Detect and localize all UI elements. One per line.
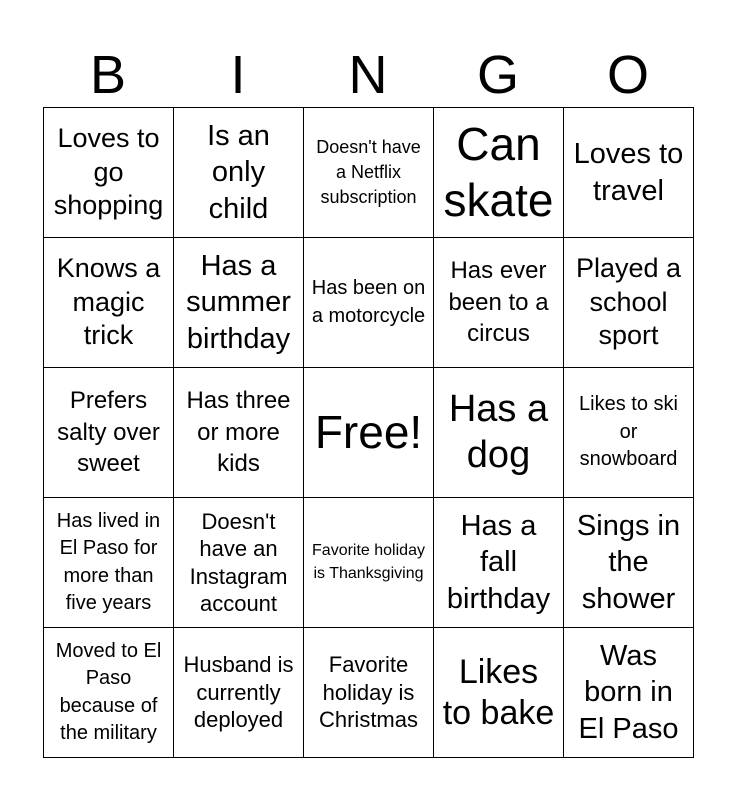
cell-text: Has been on a motorcycle <box>311 277 426 327</box>
bingo-cell-r5c4[interactable] <box>434 628 564 758</box>
cell-text: Was born in El Paso <box>578 640 679 745</box>
bingo-cell-r2c2[interactable] <box>174 238 304 368</box>
cell-text: Likes to bake <box>442 652 555 732</box>
bingo-cell-free[interactable] <box>304 368 434 498</box>
bingo-cell-r2c3[interactable] <box>304 238 434 368</box>
cell-text: Has lived in El Paso for more than five years <box>56 509 161 614</box>
bingo-cell-r5c5[interactable] <box>564 628 694 758</box>
bingo-cell-r3c4[interactable] <box>434 368 564 498</box>
cell-text: Has three or more kids <box>186 386 291 478</box>
header-letter-g: G <box>476 45 519 105</box>
cell-text: Sings in the shower <box>576 510 681 615</box>
cell-text: Free! <box>314 405 423 458</box>
header-letter-o: O <box>606 45 649 105</box>
bingo-cell-r5c2[interactable] <box>174 628 304 758</box>
cell-text: Prefers salty over sweet <box>57 386 160 478</box>
cell-text: Doesn't have an Instagram account <box>189 508 288 616</box>
cell-text: Knows a magic trick <box>56 252 161 351</box>
cell-text: Has ever been to a circus <box>448 256 549 348</box>
cell-text: Has a summer birthday <box>186 250 291 355</box>
bingo-cell-r1c5[interactable] <box>564 108 694 238</box>
cell-text: Is an only child <box>207 120 270 225</box>
bingo-cell-r4c5[interactable] <box>564 498 694 628</box>
bingo-cell-r1c1[interactable] <box>44 108 174 238</box>
bingo-cell-r1c3[interactable] <box>304 108 434 238</box>
cell-text: Favorite holiday is Thanksgiving <box>312 542 425 582</box>
cell-text: Has a dog <box>448 387 549 476</box>
bingo-cell-r1c2[interactable] <box>174 108 304 238</box>
bingo-cell-r3c2[interactable] <box>174 368 304 498</box>
cell-text: Husband is currently deployed <box>183 652 294 733</box>
header-letter-n: N <box>348 45 388 105</box>
bingo-cell-r4c3[interactable] <box>304 498 434 628</box>
header-letter-b: B <box>89 45 127 105</box>
cell-text: Loves to go shopping <box>53 122 164 221</box>
header-letter-i: I <box>230 45 246 105</box>
bingo-cell-r5c1[interactable] <box>44 628 174 758</box>
cell-text: Loves to travel <box>573 138 684 207</box>
cell-text: Likes to ski or snowboard <box>579 393 678 471</box>
bingo-cell-r5c3[interactable] <box>304 628 434 758</box>
bingo-grid <box>43 107 694 758</box>
cell-text: Doesn't have a Netflix subscription <box>316 136 421 208</box>
bingo-cell-r3c1[interactable] <box>44 368 174 498</box>
cell-text: Favorite holiday is Christmas <box>318 652 418 733</box>
cell-text: Moved to El Paso because of the military <box>55 639 162 744</box>
bingo-cell-r4c2[interactable] <box>174 498 304 628</box>
cell-text: Played a school sport <box>575 252 682 351</box>
bingo-cell-r4c4[interactable] <box>434 498 564 628</box>
bingo-cell-r1c4[interactable] <box>434 108 564 238</box>
bingo-cell-r2c5[interactable] <box>564 238 694 368</box>
bingo-cell-r2c4[interactable] <box>434 238 564 368</box>
cell-text: Has a fall birthday <box>446 510 551 615</box>
bingo-cell-r4c1[interactable] <box>44 498 174 628</box>
bingo-cell-r2c1[interactable] <box>44 238 174 368</box>
bingo-cell-r3c5[interactable] <box>564 368 694 498</box>
bingo-header <box>43 44 693 106</box>
cell-text: Can skate <box>443 118 554 226</box>
